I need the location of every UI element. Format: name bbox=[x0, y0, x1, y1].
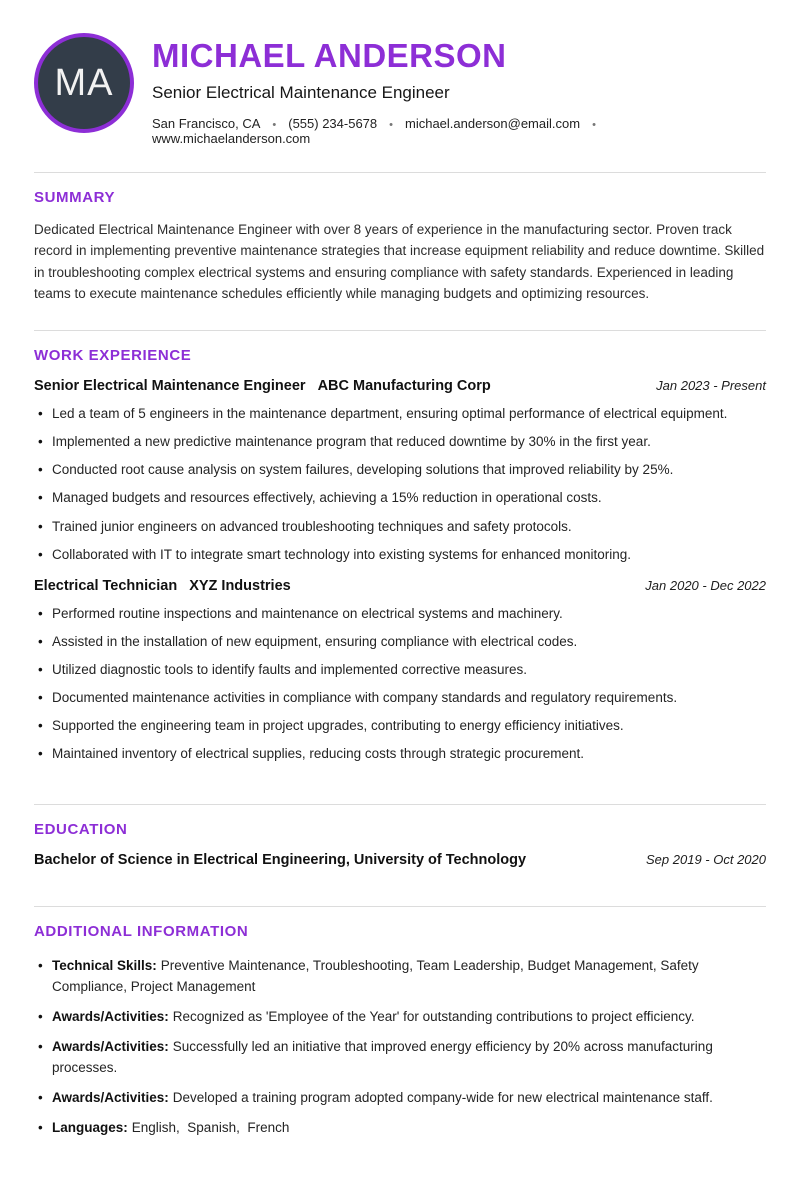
additional-item bbox=[34, 1037, 766, 1079]
job-title-group bbox=[34, 578, 291, 594]
job-dates: Jan 2023 - Present bbox=[656, 378, 766, 394]
section-summary bbox=[34, 172, 766, 304]
job-bullet-list bbox=[34, 604, 766, 764]
section-additional-information bbox=[34, 906, 766, 1138]
section-divider bbox=[34, 906, 766, 907]
additional-item-label: Awards/Activities: bbox=[52, 1008, 169, 1024]
additional-item bbox=[34, 1118, 766, 1139]
job-title: Electrical Technician bbox=[34, 578, 178, 595]
job-bullet: • Performed routine inspections and maintenance on electrical systems and machinery. bbox=[34, 604, 766, 624]
education-entry bbox=[34, 852, 766, 868]
job-bullet: • Led a team of 5 engineers in the maintenance department, ensuring optimal performance of electrical equipment. bbox=[34, 404, 766, 424]
additional-item bbox=[34, 956, 766, 998]
job-title: Senior Electrical Maintenance Engineer bbox=[34, 378, 306, 395]
job-dates: Jan 2020 - Dec 2022 bbox=[645, 578, 766, 594]
additional-heading: ADDITIONAL INFORMATION bbox=[34, 923, 249, 940]
job-bullet-list bbox=[34, 404, 766, 564]
job-bullet: • Implemented a new predictive maintenance program that reduced downtime by 30% in the first year. bbox=[34, 432, 766, 452]
education-heading: EDUCATION bbox=[34, 821, 128, 838]
education-dates: Sep 2019 - Oct 2020 bbox=[646, 852, 766, 867]
candidate-role: Senior Electrical Maintenance Engineer bbox=[152, 82, 450, 102]
job-bullet: • Conducted root cause analysis on system failures, developing solutions that improved reliability by 25%. bbox=[34, 460, 766, 480]
avatar bbox=[34, 33, 134, 133]
additional-item-label: Awards/Activities: bbox=[52, 1089, 169, 1105]
additional-item-text: Developed a training program adopted company-wide for new electrical maintenance staff. bbox=[172, 1089, 713, 1105]
resume-header bbox=[34, 33, 766, 146]
section-divider bbox=[34, 804, 766, 805]
summary-heading: SUMMARY bbox=[34, 188, 116, 206]
additional-item bbox=[34, 1088, 766, 1109]
job-bullet: • Trained junior engineers on advanced troubleshooting techniques and safety protocols. bbox=[34, 517, 766, 537]
section-divider bbox=[34, 172, 766, 173]
job-bullet: • Documented maintenance activities in compliance with company standards and regulatory requirements. bbox=[34, 688, 766, 708]
additional-item-label: Awards/Activities: bbox=[52, 1038, 169, 1054]
contact-line bbox=[152, 116, 766, 146]
section-education bbox=[34, 804, 766, 868]
contact-item: San Francisco, CA • bbox=[152, 116, 288, 131]
contact-item: www.michaelanderson.com bbox=[152, 130, 311, 146]
job-entry bbox=[34, 578, 766, 764]
additional-item-label: Technical Skills: bbox=[52, 958, 157, 973]
job-bullet: • Maintained inventory of electrical supplies, reducing costs through strategic procurement. bbox=[34, 744, 766, 764]
job-bullet: • Managed budgets and resources effectively, achieving a 15% reduction in operational costs. bbox=[34, 488, 766, 508]
additional-item-text: Recognized as 'Employee of the Year' for outstanding contributions to project efficiency. bbox=[172, 1008, 695, 1024]
additional-item-text: Preventive Maintenance, Troubleshooting, Team Leadership, Budget Management, Safety Compliance, Project Management bbox=[52, 958, 703, 994]
additional-item-text: English, Spanish, French bbox=[131, 1119, 290, 1135]
additional-item bbox=[34, 1007, 766, 1028]
job-bullet: • Supported the engineering team in project upgrades, contributing to energy efficiency initiatives. bbox=[34, 716, 766, 736]
job-bullet: • Assisted in the installation of new equipment, ensuring compliance with electrical codes. bbox=[34, 632, 766, 652]
work-heading: WORK EXPERIENCE bbox=[34, 347, 192, 365]
job-company: ABC Manufacturing Corp bbox=[317, 378, 491, 395]
job-title-group bbox=[34, 378, 491, 394]
additional-list bbox=[34, 956, 766, 1138]
additional-item-label: Languages: bbox=[52, 1119, 128, 1135]
job-header bbox=[34, 378, 766, 394]
contact-item: (555) 234-5678 • bbox=[288, 116, 405, 131]
section-work-experience bbox=[34, 330, 766, 764]
job-bullet: • Utilized diagnostic tools to identify faults and implemented corrective measures. bbox=[34, 660, 766, 680]
job-company: XYZ Industries bbox=[189, 578, 291, 595]
education-degree: Bachelor of Science in Electrical Engineering, University of Technology bbox=[34, 852, 527, 868]
section-divider bbox=[34, 330, 766, 331]
summary-text: Dedicated Electrical Maintenance Engineer with over 8 years of experience in the manufacturing sector. Proven track record in implementing preventive maintenance strategies that increase equipment reliability and reduce downtime. Skilled in troubleshooting complex electrical systems and ensuring compliance with safety standards. Experienced in leading teams to execute maintenance schedules efficiently while managing budgets and optimizing resources. bbox=[34, 221, 765, 301]
additional-item-text: Successfully led an initiative that improved energy efficiency by 20% across manufacturing processes. bbox=[52, 1038, 717, 1075]
candidate-name: MICHAEL ANDERSON bbox=[152, 37, 507, 74]
contact-item: michael.anderson@email.com • bbox=[405, 116, 608, 131]
job-header bbox=[34, 578, 766, 594]
avatar-initials: MA bbox=[54, 61, 114, 104]
job-entry bbox=[34, 378, 766, 564]
header-text bbox=[152, 33, 766, 146]
job-bullet: • Collaborated with IT to integrate smart technology into existing systems for enhanced monitoring. bbox=[34, 545, 766, 565]
